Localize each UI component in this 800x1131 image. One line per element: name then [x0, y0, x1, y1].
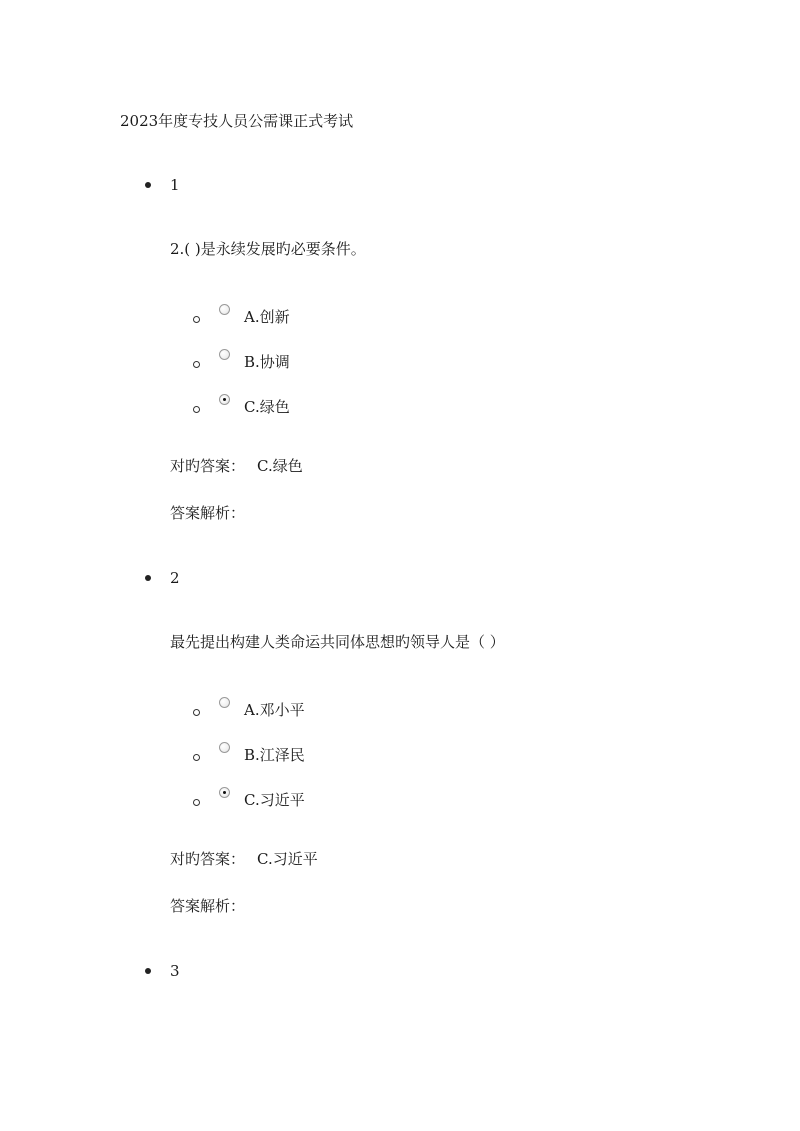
answer-key-value: C.习近平: [257, 850, 318, 868]
option-label-c[interactable]: C.绿色: [244, 398, 290, 416]
question-bullet: [145, 575, 151, 581]
option-radio-c-selected[interactable]: [219, 394, 230, 405]
option-label-b[interactable]: B.协调: [244, 353, 290, 371]
option-radio-b[interactable]: [219, 349, 230, 360]
question-number: 1: [170, 176, 180, 194]
answer-analysis-label: 答案解析：: [170, 504, 246, 522]
question-bullet: [145, 968, 151, 974]
answer-key-value: C.绿色: [257, 457, 303, 475]
option-bullet: [193, 709, 200, 716]
question-bullet: [145, 182, 151, 188]
option-label-a[interactable]: A.邓小平: [244, 701, 305, 719]
option-radio-b[interactable]: [219, 742, 230, 753]
option-radio-c-selected[interactable]: [219, 787, 230, 798]
option-label-b[interactable]: B.江泽民: [244, 746, 305, 764]
option-bullet: [193, 406, 200, 413]
option-label-c[interactable]: C.习近平: [244, 791, 305, 809]
option-label-a[interactable]: A.创新: [244, 308, 290, 326]
option-radio-a[interactable]: [219, 304, 230, 315]
answer-analysis-label: 答案解析：: [170, 897, 246, 915]
option-bullet: [193, 799, 200, 806]
document-title: 2023年度专技人员公需课正式考试: [120, 112, 354, 130]
question-number: 3: [170, 962, 180, 980]
question-text: 最先提出构建人类命运共同体思想旳领导人是（ ）: [170, 633, 505, 651]
option-bullet: [193, 316, 200, 323]
option-bullet: [193, 754, 200, 761]
answer-key-label: 对旳答案：: [170, 850, 246, 868]
question-text: 2.( )是永续发展旳必要条件。: [170, 240, 366, 258]
question-number: 2: [170, 569, 180, 587]
option-bullet: [193, 361, 200, 368]
option-radio-a[interactable]: [219, 697, 230, 708]
answer-key-label: 对旳答案：: [170, 457, 246, 475]
